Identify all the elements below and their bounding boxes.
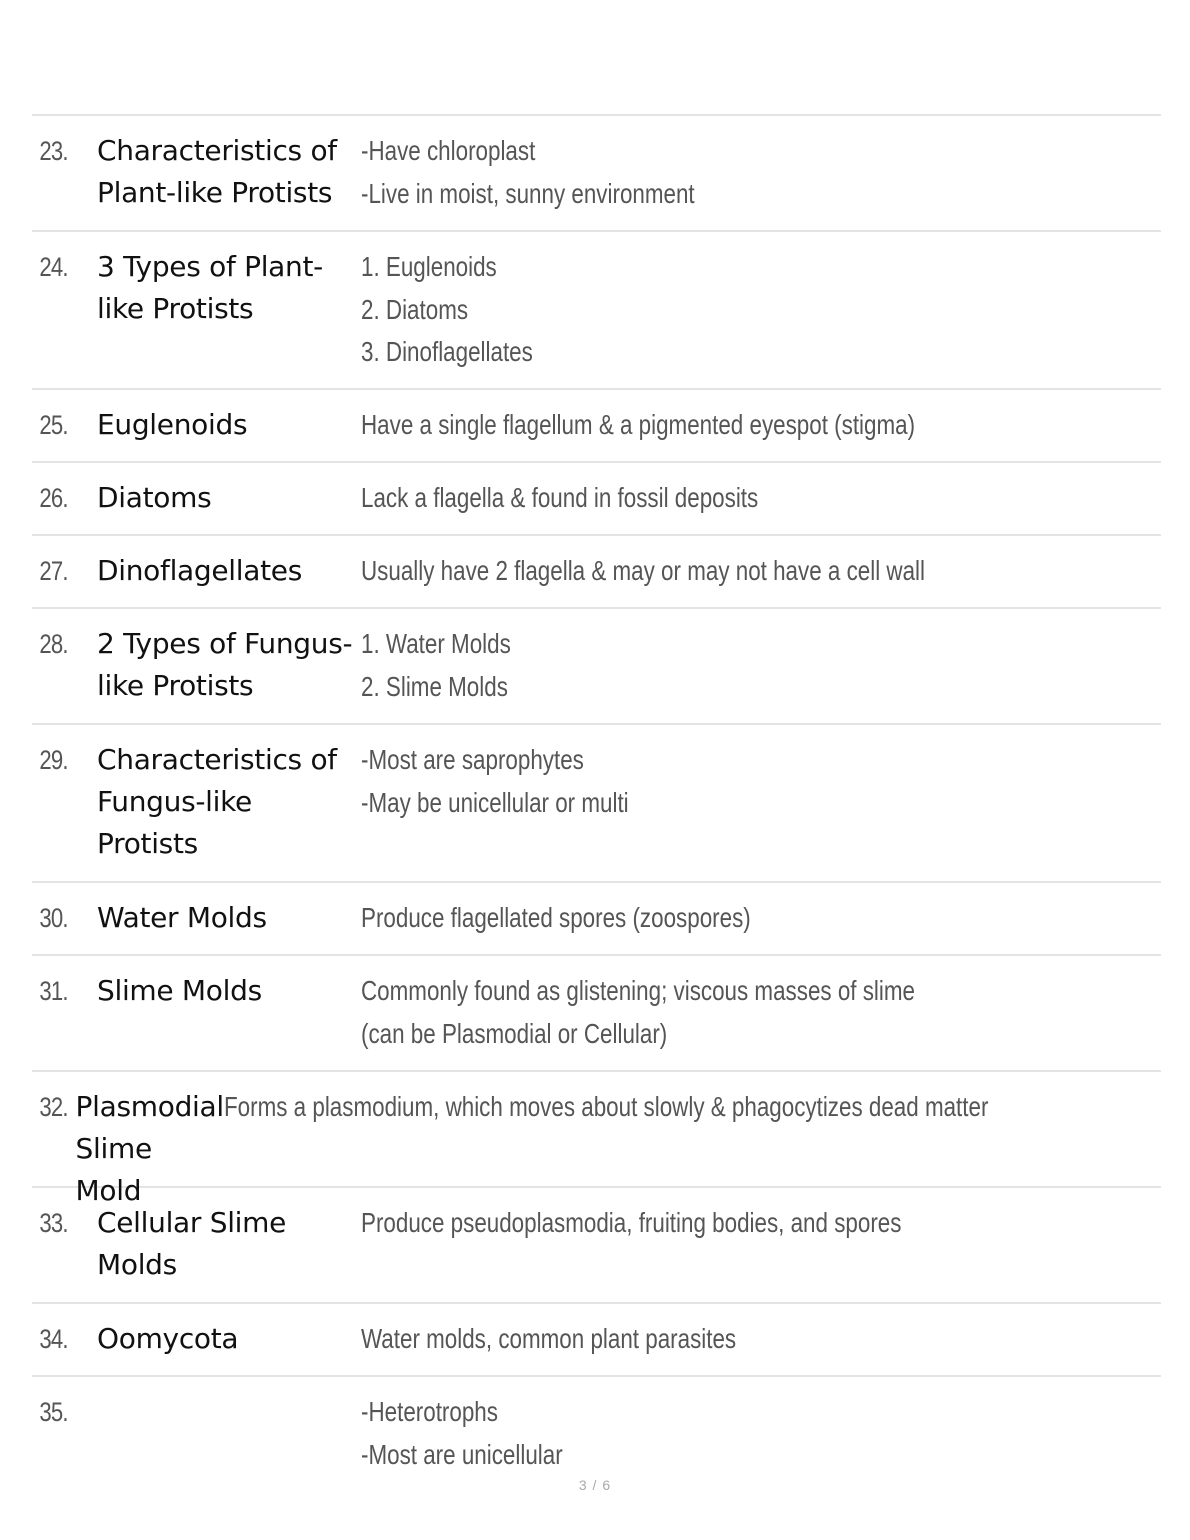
card-definition [361,897,1161,940]
card-term: 3 Types of Plant-like Protists [97,250,323,325]
card-term: Characteristics of Fungus-like Protists [97,743,337,860]
flashcard-row [32,883,1161,956]
flashcard-row [32,1072,1161,1207]
card-definition [361,1391,1161,1476]
card-definition [361,623,1161,708]
definition-line: -Live in moist, sunny environment [361,177,695,209]
card-number: 32. [39,1092,68,1122]
card-definition [361,404,1161,447]
page-indicator: 3 / 6 [578,1477,612,1493]
card-number: 27. [39,556,68,586]
flashcard-row [32,1188,1161,1304]
card-number: 29. [39,745,68,775]
definition-line: -May be unicellular or multi [361,786,629,818]
card-definition [361,739,1161,824]
flashcard-row [32,390,1161,463]
flashcard-row [32,1377,1161,1470]
card-term: Plasmodial Slime Mold [75,1090,224,1207]
definition-line: Usually have 2 flagella & may or may not have a cell wall [361,555,926,586]
flashcard-row [32,725,1161,883]
definition-line: -Heterotrophs [361,1396,498,1427]
definition-line: Water molds, common plant parasites [361,1323,737,1354]
definition-line: Commonly found as glistening; viscous masses of slime [361,975,916,1006]
card-definition [361,970,1161,1055]
card-number: 31. [39,976,68,1006]
definition-line: Forms a plasmodium, which moves about slowly & phagocytizes dead matter [223,1091,989,1122]
definition-line: Lack a flagella & found in fossil deposits [361,482,759,513]
flashcard-row [32,463,1161,536]
card-number: 28. [39,629,68,659]
card-term: Oomycota [97,1322,239,1355]
definition-line: 2. Slime Molds [361,670,508,702]
card-number: 34. [39,1324,68,1354]
definition-line: Produce pseudoplasmodia, fruiting bodies, and spores [361,1207,902,1238]
definition-line: -Have chloroplast [361,135,536,166]
flashcard-row [32,116,1161,232]
definition-line: -Most are saprophytes [361,744,584,775]
card-definition [361,246,1161,374]
card-number: 23. [39,136,68,166]
definition-line: Produce flagellated spores (zoospores) [361,902,751,933]
definition-line: -Most are unicellular [361,1438,563,1470]
card-number: 35. [39,1397,68,1427]
definition-line: (can be Plasmodial or Cellular) [361,1017,668,1049]
card-number: 24. [39,252,68,282]
definition-line: 2. Diatoms [361,293,469,325]
definition-line: 1. Euglenoids [361,251,497,282]
card-number: 26. [39,483,68,513]
card-term: Diatoms [97,481,212,514]
definition-line: 1. Water Molds [361,628,511,659]
definition-line: 3. Dinoflagellates [361,336,533,367]
card-definition [361,130,1161,215]
card-term: 2 Types of Fungus-like Protists [97,627,353,702]
definition-line: Have a single flagellum & a pigmented eyespot (stigma) [361,409,916,440]
card-term: Euglenoids [97,408,248,441]
card-number: 25. [39,410,68,440]
flashcard-row [32,232,1161,390]
flashcard-row [32,609,1161,725]
card-term: Cellular Slime Molds [97,1206,287,1281]
flashcard-row [32,1304,1161,1377]
flashcard-row [32,956,1161,1072]
card-number: 33. [39,1208,68,1238]
card-definition [361,1318,1161,1361]
card-term: Characteristics of Plant-like Protists [97,134,337,209]
flashcard-row [32,536,1161,609]
card-number: 30. [39,903,68,933]
card-term: Slime Molds [97,974,262,1007]
flashcard-list [32,114,1161,1470]
card-definition [361,550,1161,593]
card-definition [361,477,1161,520]
card-term: Dinoflagellates [97,554,303,587]
card-definition [361,1202,1161,1245]
card-term: Water Molds [97,901,267,934]
card-definition [224,1086,1180,1129]
